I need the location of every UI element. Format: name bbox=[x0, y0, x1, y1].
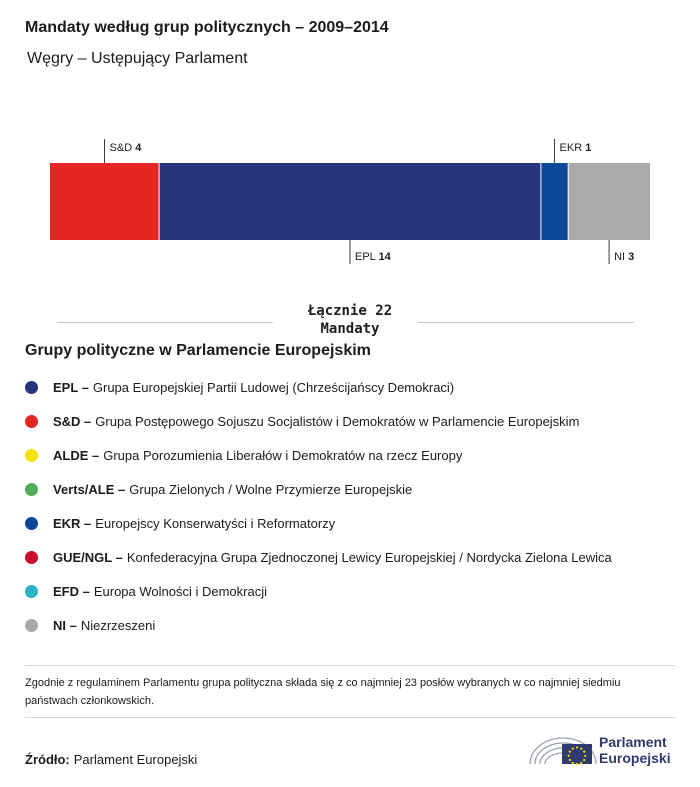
divider-top bbox=[25, 665, 675, 666]
legend-abbr: EKR – bbox=[53, 515, 92, 531]
legend-abbr: NI – bbox=[53, 617, 77, 633]
legend-text: Grupa Zielonych / Wolne Przymierze Europejskie bbox=[129, 481, 413, 497]
total-block bbox=[0, 300, 700, 344]
total-line-1: Łącznie 22 bbox=[307, 303, 393, 319]
stacked-bar-chart bbox=[0, 130, 700, 270]
footnote: Zgodnie z regulaminem Parlamentu grupa polityczna składa się z co najmniej 23 posłów wybranych w co najmniej siedmiu państwach członkowskich. bbox=[25, 677, 621, 707]
legend-item bbox=[25, 370, 612, 404]
data-label-s-d: S&D 4 bbox=[109, 142, 142, 154]
source bbox=[25, 752, 197, 767]
legend-item bbox=[25, 540, 612, 574]
bar-segment-s-d bbox=[50, 163, 159, 240]
legend-text: Konfederacyjna Grupa Zjednoczonej Lewicy Europejskiej / Nordycka Zielona Lewica bbox=[126, 549, 612, 565]
divider-bottom bbox=[25, 717, 675, 718]
chart-title: Mandaty według grup politycznych – 2009–2014 bbox=[25, 19, 389, 36]
total-line-2: Mandaty bbox=[320, 321, 380, 337]
legend-item bbox=[25, 608, 612, 642]
chart-subtitle: Węgry – Ustępujący Parlament bbox=[27, 50, 248, 67]
legend-swatch bbox=[25, 619, 38, 632]
legend-abbr: ALDE – bbox=[53, 447, 100, 463]
total-seats bbox=[270, 302, 430, 338]
legend-text: Europejscy Konserwatyści i Reformatorzy bbox=[95, 515, 336, 531]
legend-abbr: EFD – bbox=[53, 583, 90, 599]
total-rule-left bbox=[57, 322, 273, 323]
data-label-ekr: EKR 1 bbox=[559, 142, 592, 154]
legend-text: Grupa Postępowego Sojuszu Socjalistów i Demokratów w Parlamencie Europejskim bbox=[95, 413, 580, 429]
logo-wordmark bbox=[599, 734, 671, 766]
legend-swatch bbox=[25, 585, 38, 598]
legend bbox=[25, 370, 612, 642]
european-parliament-logo bbox=[528, 728, 678, 770]
legend-swatch bbox=[25, 415, 38, 428]
total-rule-right bbox=[418, 322, 634, 323]
legend-text: Grupa Porozumienia Liberałów i Demokratów na rzecz Europy bbox=[103, 447, 463, 463]
legend-title: Grupy polityczne w Parlamencie Europejskim bbox=[25, 342, 371, 359]
parliament-hemicycle-icon bbox=[528, 728, 598, 770]
legend-item bbox=[25, 438, 612, 472]
legend-swatch bbox=[25, 449, 38, 462]
logo-line-1: Parlament bbox=[599, 734, 667, 750]
legend-item bbox=[25, 506, 612, 540]
source-value: Parlament Europejski bbox=[73, 752, 198, 767]
data-label-ni: NI 3 bbox=[614, 251, 635, 263]
legend-text: Niezrzeszeni bbox=[80, 617, 156, 633]
legend-swatch bbox=[25, 381, 38, 394]
legend-abbr: Verts/ALE – bbox=[53, 481, 126, 497]
source-label: Źródło: bbox=[25, 752, 70, 767]
bar-segment-ni bbox=[568, 163, 650, 240]
legend-text: Grupa Europejskiej Partii Ludowej (Chrześcijańscy Demokraci) bbox=[92, 379, 455, 395]
legend-item bbox=[25, 404, 612, 438]
logo-line-2: Europejski bbox=[599, 750, 671, 766]
legend-abbr: GUE/NGL – bbox=[53, 549, 123, 565]
legend-abbr: S&D – bbox=[53, 413, 92, 429]
legend-item bbox=[25, 472, 612, 506]
legend-item bbox=[25, 574, 612, 608]
legend-swatch bbox=[25, 483, 38, 496]
legend-swatch bbox=[25, 517, 38, 530]
bar-segment-ekr bbox=[541, 163, 568, 240]
legend-text: Europa Wolności i Demokracji bbox=[93, 583, 268, 599]
bar-segment-epl bbox=[159, 163, 541, 240]
legend-swatch bbox=[25, 551, 38, 564]
legend-abbr: EPL – bbox=[53, 379, 89, 395]
data-label-epl: EPL 14 bbox=[355, 251, 391, 263]
